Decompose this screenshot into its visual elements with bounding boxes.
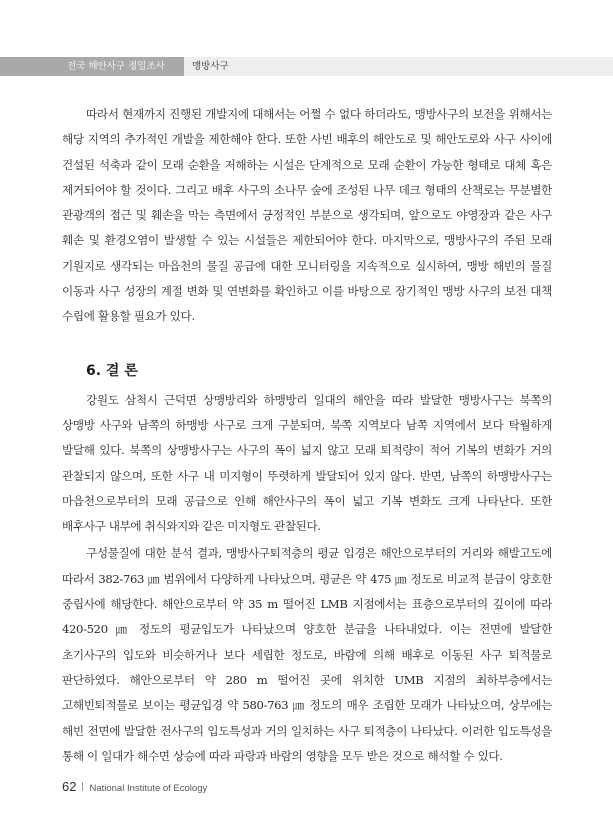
conclusion-paragraph-1: 강원도 삼척시 근덕면 상맹방리와 하맹방리 일대의 해안을 따라 발달한 맹방사구는 북쪽의 상맹방 사구와 남쪽의 하맹방 사구로 크게 구분되며, 북쪽 지역보다 남쪽 지역에서 보다 탁월하게 발달해 있다. 북쪽의 상맹방사구는 사구의 폭이 넓지 않고 모래 퇴적량이 적어 기복의 변화가 거의 관찰되지 않으며, 또한 사구 내 미지형이 뚜렷하게 발달되어 있지 않다. 반면, 남쪽의 하맹방사구는 마읍천으로부터의 모래 공급으로 인해 해안사구의 폭이 넓고 기복 변화도 크게 나타난다. 또한 배후사구 내부에 취식와지와 같은 미지형도 관찰된다. <box>62 392 552 534</box>
intro-paragraph: 따라서 현재까지 진행된 개발지에 대해서는 어쩔 수 없다 하더라도, 맹방사구의 보전을 위해서는 해당 지역의 추가적인 개발을 제한해야 한다. 또한 사빈 배후의 해안도로 및 해안도로와 사구 사이에 건설된 석축과 같이 모래 순환을 저해하는 시설은 단계적으로 모래 순환이 가능한 형태로 대체 혹은 제거되어야 할 것이다. 그리고 배후 사구의 소나무 숲에 조성된 나무 데크 형태의 산책로는 무분별한 관광객의 접근 및 훼손을 막는 측면에서 긍정적인 부분으로 생각되며, 앞으로도 야영장과 같은 사구 훼손 및 환경오염이 발생할 수 있는 시설들은 제한되어야 한다. 마지막으로, 맹방사구의 주된 모래 기원지로 생각되는 마읍천의 물질 공급에 대한 모니터링을 지속적으로 실시하여, 맹방 해빈의 물질 이동과 사구 성장의 계절 변화 및 연변화를 확인하고 이를 바탕으로 장기적인 맹방 사구의 보전 대책 수립에 활용할 필요가 있다. <box>62 107 552 324</box>
running-header <box>0 57 613 76</box>
footer-divider <box>82 782 83 791</box>
page-number: 62 <box>62 779 77 794</box>
header-section-band <box>184 57 613 76</box>
header-series-band <box>0 57 184 76</box>
header-section-title: 맹방사구 <box>192 61 229 72</box>
page-body <box>62 102 552 769</box>
conclusion-paragraph-2: 구성물질에 대한 분석 결과, 맹방사구퇴적층의 평균 입경은 해안으로부터의 거리와 해발고도에 따라서 382-763 ㎛ 범위에서 다양하게 나타났으며, 평균은 약 475 ㎛ 정도로 비교적 분급이 양호한 중립사에 해당한다. 해안으로부터 약 35 m 떨어진 LMB 지점에서는 표층으로부터의 깊이에 따라 420-520 ㎛ 정도의 평균입도가 나타났으며 양호한 분급을 나타내었다. 이는 전면에 발달한 초기사구의 입도와 비슷하거나 보다 세립한 정도로, 바람에 의해 배후로 이동된 사구 퇴적물로 판단하였다. 해안으로부터 약 280 m 떨어진 곳에 위치한 UMB 지점의 최하부층에서는 고해빈퇴적물로 보이는 평균입경 약 580-763 ㎛ 정도의 매우 조립한 모래가 나타났으며, 상부에는 해빈 전면에 발달한 전사구의 입도특성과 거의 일치하는 사구 퇴적층이 나타났다. 이러한 입도특성을 통해 이 일대가 해수면 상승에 따라 파랑과 바람의 영향을 모두 받은 것으로 해석할 수 있다. <box>62 546 552 763</box>
page-footer <box>62 778 207 798</box>
footer-organization: National Institute of Ecology <box>89 783 208 794</box>
header-series-title: 전국 해안사구 정밀조사 <box>67 61 165 72</box>
conclusion-heading: 6. 결 론 <box>86 362 138 379</box>
